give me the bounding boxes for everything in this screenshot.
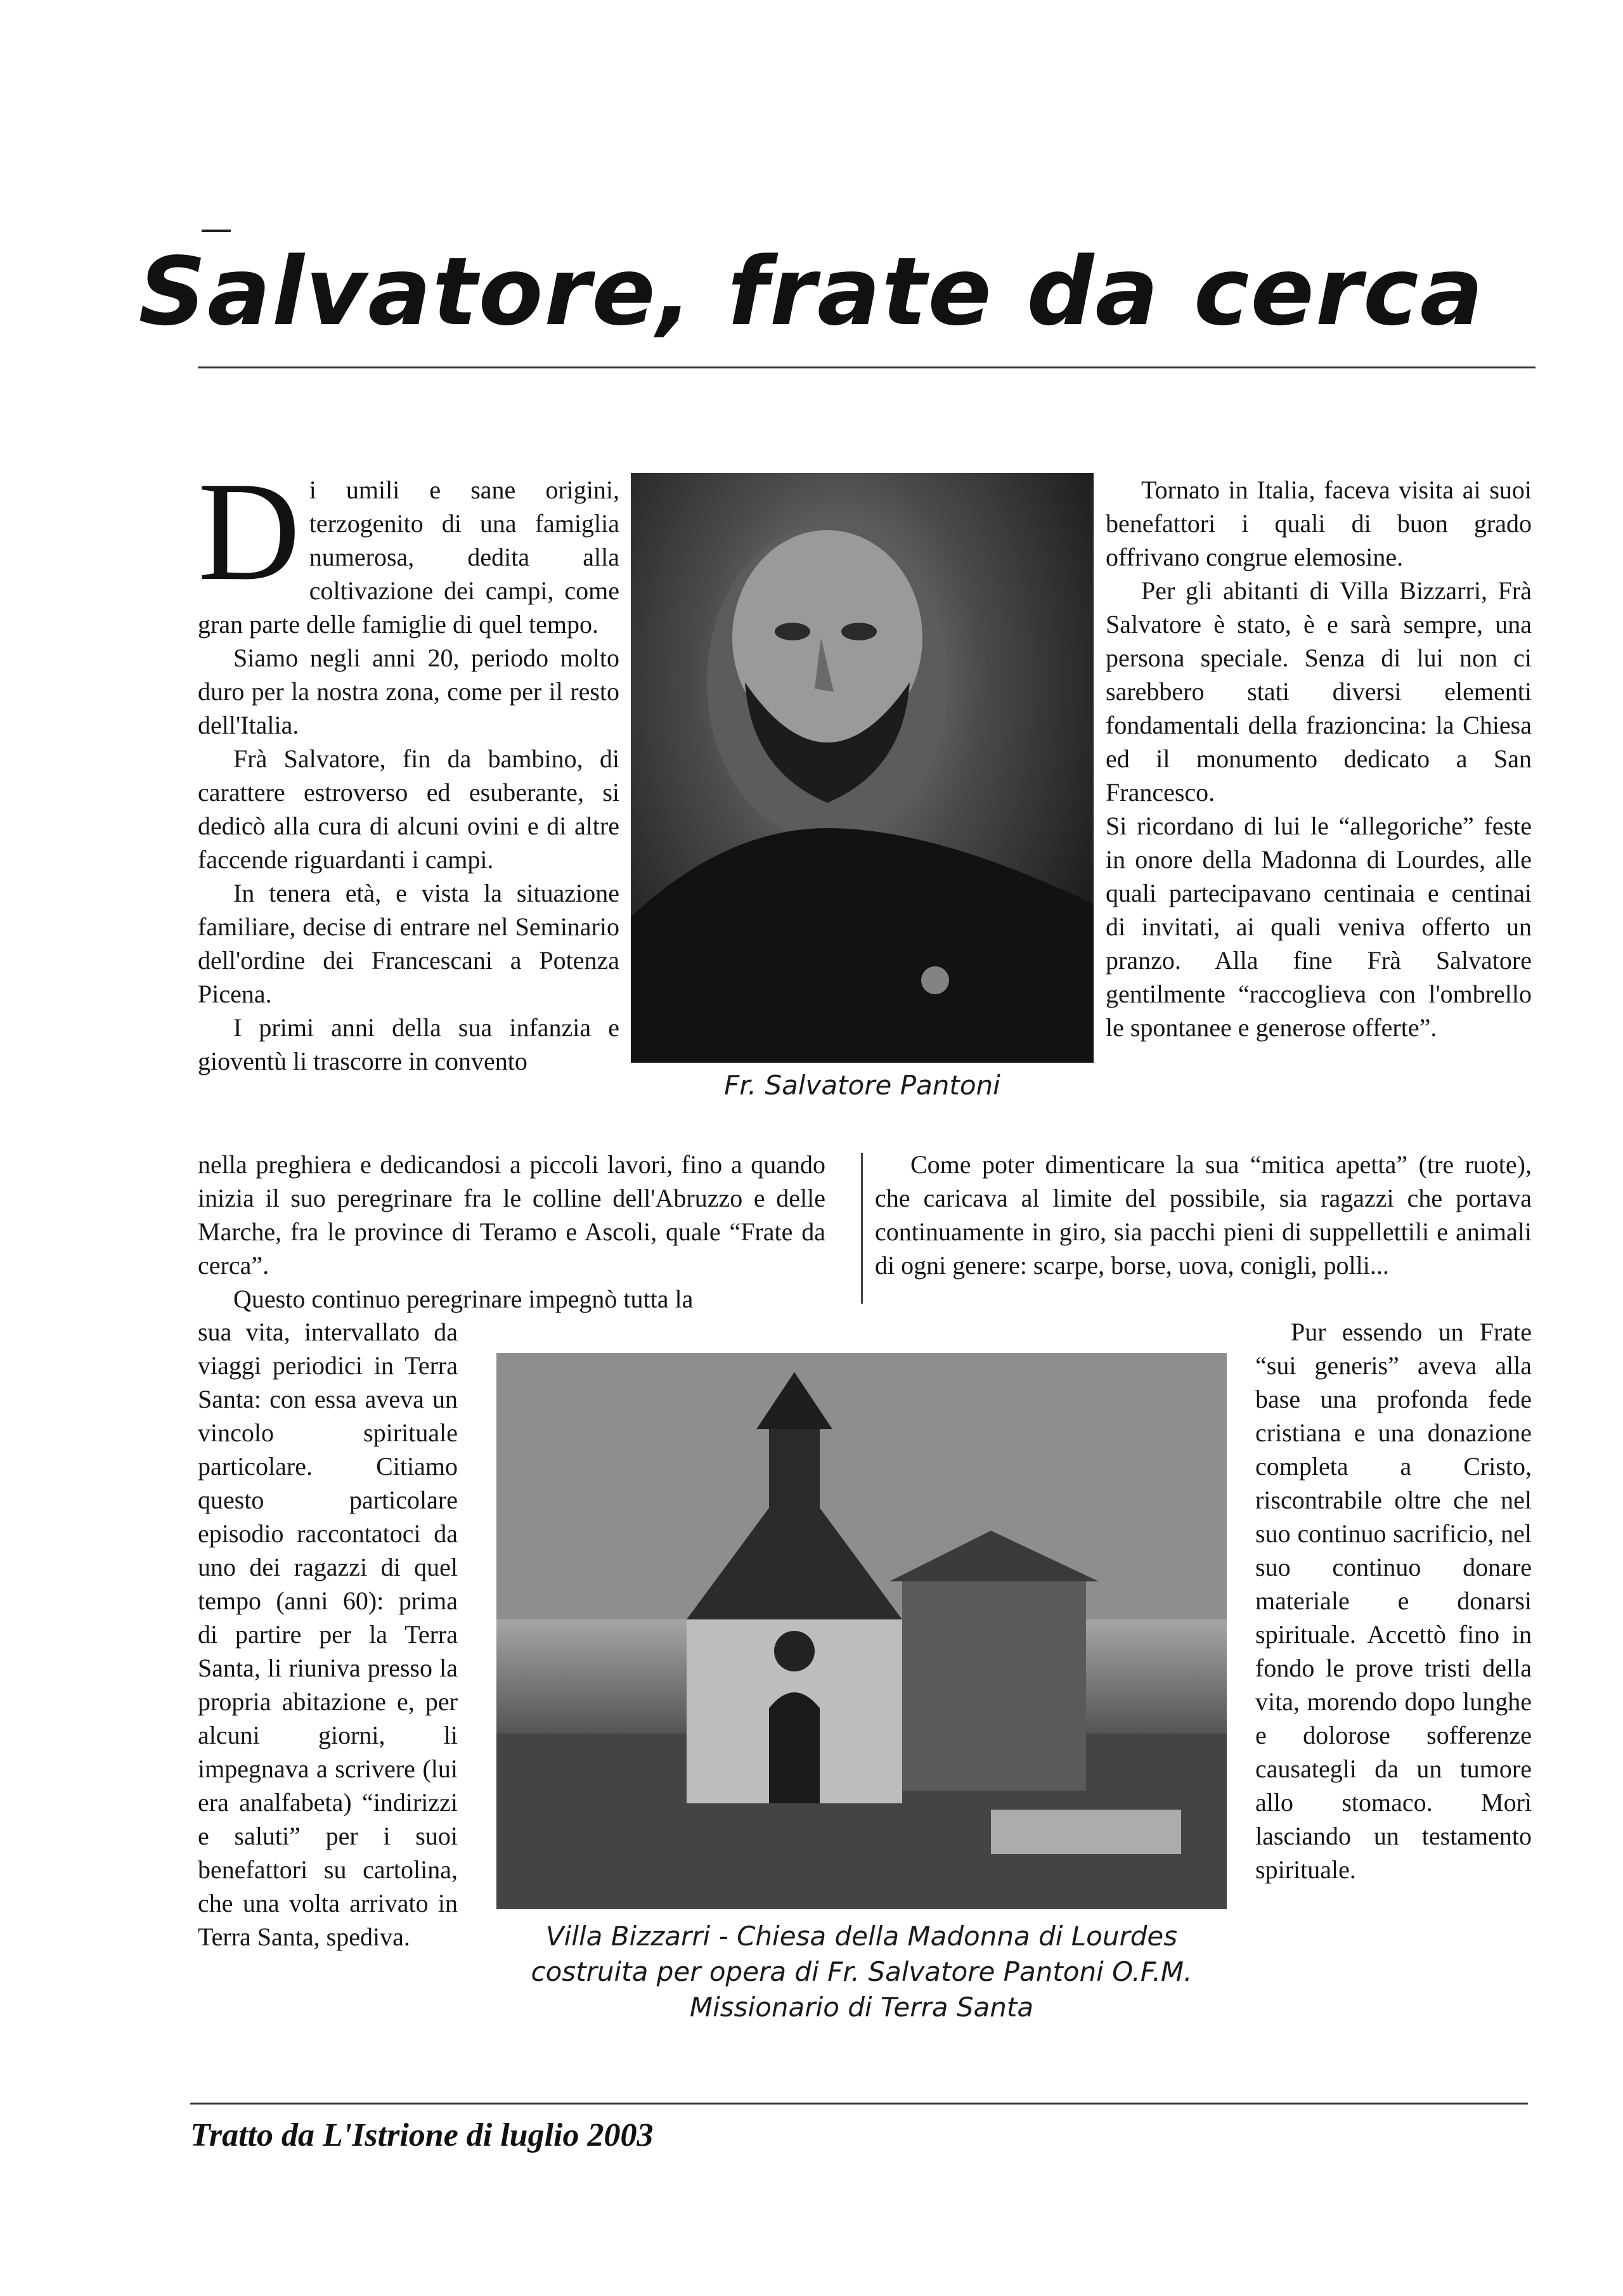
church-photo	[496, 1353, 1227, 1909]
paragraph: In tenera età, e vista la situazione familiare, decise di entrare nel Seminario dell'ordine dei Francescani a Potenza Picena.	[198, 879, 619, 1008]
caption-line: costruita per opera di Fr. Salvatore Pantoni O.F.M.	[531, 1956, 1193, 1987]
column-divider	[861, 1153, 863, 1304]
paragraph: Tornato in Italia, faceva visita ai suoi benefattori i quali di buon grado offrivano congrue elemosine.	[1106, 476, 1532, 571]
paragraph: Pur essendo un Frate “sui generis” aveva alla base una profonda fede cristiana e una donazione completa a Cristo, riscontrabile oltre che nel suo continuo sacrificio, nel suo continuo donare materiale e donarsi spirituale. Accettò fino in fondo le prove tristi della vita, morendo dopo lunghe e dolorose sofferenze causategli da un tumore allo stomaco. Morì lasciando un testamento spirituale.	[1255, 1318, 1532, 1884]
portrait-photo	[631, 473, 1094, 1063]
column-left-bottom	[198, 1315, 458, 1954]
paragraph-intro-text: i umili e sane origini, terzogenito di una famiglia numerosa, dedita alla coltivazione dei campi, come gran parte delle famiglie di quel tempo.	[198, 476, 619, 639]
paragraph-continued: nella preghiera e dedicandosi a piccoli lavori, fino a quando inizia il suo peregrinare fra le colline dell'Abruzzo e delle Marche, fra le province di Teramo e Ascoli, quale “Frate da cerca”.	[198, 1150, 825, 1280]
portrait-illustration	[631, 473, 1094, 1063]
paragraph: Si ricordano di lui le “allegoriche” feste in onore della Madonna di Lourdes, alle quali partecipavano centinaia e centinai di invitati, ai quali veniva offerto un pranzo. Alla fine Frà Salvatore gentilmente “raccoglieva con l'ombrello le spontanee e generose offerte”.	[1106, 812, 1532, 1042]
paragraph: I primi anni della sua infanzia e gioventù li trascorre in convento	[198, 1013, 619, 1075]
column-right-span	[875, 1148, 1532, 1282]
column-left-span	[198, 1148, 825, 1316]
article-title: Salvatore, frate da cerca	[138, 237, 1485, 346]
portrait-caption: Fr. Salvatore Pantoni	[724, 1070, 1000, 1101]
paragraph: Questo continuo peregrinare impegnò tutta la	[233, 1285, 694, 1313]
paragraph-continued: sua vita, intervallato da viaggi periodici in Terra Santa: con essa aveva un vincolo spirituale particolare. Citiamo questo particolare episodio raccontatoci da uno dei ragazzi di quel tempo (anni 60): prima di partire per la Terra Santa, li riuniva presso la propria abitazione e, per alcuni giorni, li impegnava a scrivere (lui era analfabeta) “indirizzi e saluti” per i suoi benefattori su cartolina, che una volta arrivato in Terra Santa, spediva.	[198, 1318, 458, 1951]
caption-line: Villa Bizzarri - Chiesa della Madonna di Lourdes	[545, 1921, 1178, 1952]
caption-line: Missionario di Terra Santa	[689, 1992, 1034, 2023]
title-rule	[198, 366, 1536, 368]
church-illustration	[496, 1353, 1227, 1909]
footer-rule	[190, 2103, 1528, 2105]
column-right-bottom	[1255, 1315, 1532, 1886]
margin-dash	[202, 230, 231, 232]
paragraph: Frà Salvatore, fin da bambino, di carattere estroverso ed esuberante, si dedicò alla cura di alcuni ovini e di altre faccende riguardanti i campi.	[198, 744, 619, 874]
paragraph: Per gli abitanti di Villa Bizzarri, Frà Salvatore è stato, è e sarà sempre, una persona speciale. Senza di lui non ci sarebbero stati diversi elementi fondamentali della frazioncina: la Chiesa ed il monumento dedicato a San Francesco.	[1106, 576, 1532, 807]
source-footer: Tratto da L'Istrione di luglio 2003	[190, 2117, 654, 2153]
church-caption	[496, 1919, 1227, 2025]
paragraph: Siamo negli anni 20, periodo molto duro per la nostra zona, come per il resto dell'Italia.	[198, 644, 619, 739]
paragraph: Come poter dimenticare la sua “mitica apetta” (tre ruote), che caricava al limite del possibile, sia ragazzi che portava continuamente in giro, sia pacchi pieni di suppellettili e animali di ogni genere: scarpe, borse, uova, conigli, polli...	[875, 1150, 1532, 1280]
drop-cap: D	[198, 453, 301, 610]
paragraph-intro	[198, 453, 619, 641]
column-right-top	[1106, 473, 1532, 1044]
column-left-top	[198, 453, 619, 1078]
